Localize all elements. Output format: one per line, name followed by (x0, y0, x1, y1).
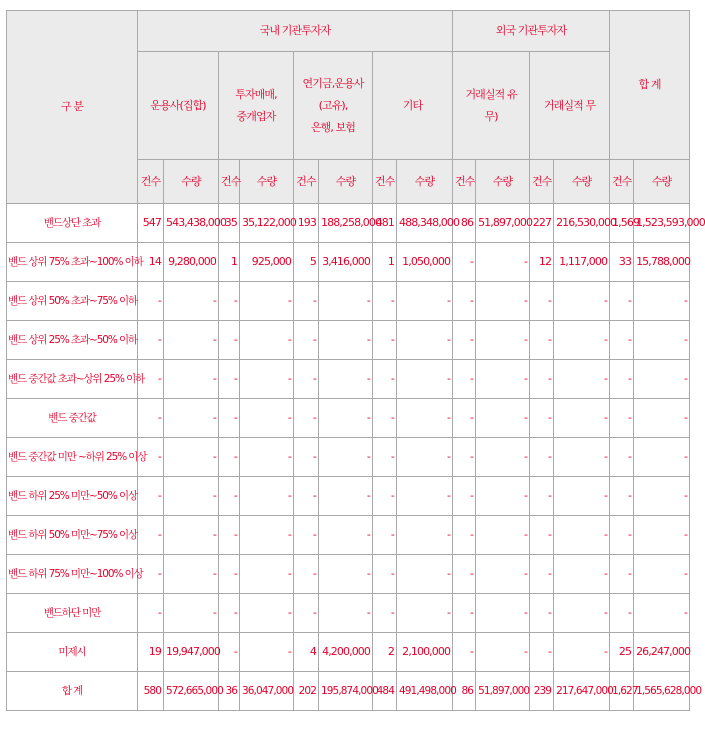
quantity-cell: - (164, 477, 219, 516)
table-row (7, 282, 690, 321)
count-cell: - (453, 438, 476, 477)
count-cell: 481 (373, 204, 397, 243)
count-cell: - (138, 594, 164, 633)
row-label: 미제시 (7, 633, 138, 672)
header-quantity: 수량 (240, 160, 294, 204)
quantity-cell: - (554, 282, 610, 321)
count-cell: - (610, 594, 634, 633)
count-cell: - (453, 243, 476, 282)
count-cell: - (373, 477, 397, 516)
quantity-cell: - (554, 516, 610, 555)
header-quantity: 수량 (164, 160, 219, 204)
count-cell: - (373, 282, 397, 321)
count-cell: 25 (610, 633, 634, 672)
header-quantity: 수량 (319, 160, 373, 204)
quantity-cell: - (476, 282, 530, 321)
count-cell: - (294, 399, 319, 438)
quantity-cell: - (554, 594, 610, 633)
quantity-cell: 195,874,000 (319, 672, 373, 711)
header-brokers-dealers (219, 52, 294, 160)
count-cell: - (530, 555, 554, 594)
count-cell: - (530, 399, 554, 438)
count-cell: 484 (373, 672, 397, 711)
count-cell: - (373, 399, 397, 438)
allocation-table (6, 10, 705, 711)
count-cell: 239 (530, 672, 554, 711)
header-count: 건수 (373, 160, 397, 204)
quantity-cell: 543,438,000 (164, 204, 219, 243)
quantity-cell: - (164, 321, 219, 360)
count-cell: - (530, 282, 554, 321)
allocation-table-container (6, 10, 705, 711)
count-cell: 36 (219, 672, 240, 711)
quantity-cell: - (476, 321, 530, 360)
header-track-yes-line2: 무) (484, 109, 498, 123)
quantity-cell: - (554, 360, 610, 399)
header-asset-managers-collective: 운용사(집합) (138, 52, 219, 160)
quantity-cell: 1,050,000 (397, 243, 453, 282)
quantity-cell: - (319, 438, 373, 477)
count-cell: 1 (373, 243, 397, 282)
table-row (7, 204, 690, 243)
quantity-cell: - (634, 360, 690, 399)
quantity-cell: - (634, 438, 690, 477)
quantity-cell: - (634, 555, 690, 594)
quantity-cell: 2,100,000 (397, 633, 453, 672)
header-brokers-line2: 중개업자 (236, 109, 276, 123)
quantity-cell: - (319, 321, 373, 360)
total-row (7, 672, 690, 711)
header-count: 건수 (453, 160, 476, 204)
quantity-cell: - (240, 438, 294, 477)
table-body (7, 204, 705, 711)
quantity-cell: - (476, 438, 530, 477)
quantity-cell: - (476, 555, 530, 594)
count-cell: - (219, 477, 240, 516)
count-cell: - (138, 438, 164, 477)
row-label: 밴드 중간값 (7, 399, 138, 438)
count-cell: - (138, 477, 164, 516)
quantity-cell: - (240, 555, 294, 594)
quantity-cell: 9,280,000 (164, 243, 219, 282)
quantity-cell: 217,647,000 (554, 672, 610, 711)
count-cell: - (138, 555, 164, 594)
count-cell: - (219, 321, 240, 360)
quantity-cell: - (397, 477, 453, 516)
count-cell: - (453, 282, 476, 321)
quantity-cell: - (319, 282, 373, 321)
quantity-cell: - (164, 594, 219, 633)
quantity-cell: - (397, 516, 453, 555)
quantity-cell: 572,665,000 (164, 672, 219, 711)
quantity-cell: - (319, 477, 373, 516)
count-cell: 2 (373, 633, 397, 672)
header-foreign-institutions: 외국 기관투자자 (453, 11, 610, 52)
quantity-cell: - (397, 282, 453, 321)
quantity-cell: - (476, 477, 530, 516)
header-count: 건수 (610, 160, 634, 204)
quantity-cell: 26,247,000 (634, 633, 690, 672)
count-cell: - (373, 594, 397, 633)
quantity-cell: - (240, 282, 294, 321)
quantity-cell: - (240, 477, 294, 516)
count-cell: - (610, 321, 634, 360)
quantity-cell: - (634, 399, 690, 438)
quantity-cell: - (164, 282, 219, 321)
row-label: 밴드 중간값 미만 ~하위 25% 이상 (7, 438, 138, 477)
count-cell: - (138, 516, 164, 555)
count-cell: - (453, 516, 476, 555)
quantity-cell: 15,788,000 (634, 243, 690, 282)
count-cell: 1,569 (610, 204, 634, 243)
count-cell: 193 (294, 204, 319, 243)
quantity-cell: 491,498,000 (397, 672, 453, 711)
header-count: 건수 (138, 160, 164, 204)
count-cell: - (373, 555, 397, 594)
table-row (7, 321, 690, 360)
count-cell: - (219, 555, 240, 594)
row-label: 밴드하단 미만 (7, 594, 138, 633)
quantity-cell: - (164, 399, 219, 438)
count-cell: - (294, 555, 319, 594)
quantity-cell: - (319, 360, 373, 399)
count-cell: - (294, 282, 319, 321)
table-row (7, 633, 690, 672)
header-pension-line1: 연기금,운용사(고유), (302, 76, 364, 112)
count-cell: 35 (219, 204, 240, 243)
header-quantity: 수량 (634, 160, 690, 204)
count-cell: - (294, 516, 319, 555)
header-total: 합 계 (610, 11, 690, 160)
count-cell: - (610, 438, 634, 477)
header-quantity: 수량 (554, 160, 610, 204)
header-quantity: 수량 (397, 160, 453, 204)
table-row (7, 360, 690, 399)
header-row-groups (7, 11, 690, 52)
count-cell: - (530, 477, 554, 516)
count-cell: - (453, 321, 476, 360)
count-cell: - (373, 321, 397, 360)
quantity-cell: 1,523,593,000 (634, 204, 690, 243)
quantity-cell: - (634, 516, 690, 555)
count-cell: - (453, 360, 476, 399)
count-cell: - (610, 360, 634, 399)
quantity-cell: 4,200,000 (319, 633, 373, 672)
quantity-cell: - (554, 555, 610, 594)
header-count: 건수 (219, 160, 240, 204)
count-cell: 547 (138, 204, 164, 243)
header-quantity: 수량 (476, 160, 530, 204)
row-label: 밴드 상위 50% 초과~75% 이하 (7, 282, 138, 321)
row-label: 밴드 중간값 초과~상위 25% 이하 (7, 360, 138, 399)
quantity-cell: - (554, 477, 610, 516)
count-cell: - (294, 477, 319, 516)
count-cell: 5 (294, 243, 319, 282)
count-cell: - (530, 360, 554, 399)
quantity-cell: - (554, 399, 610, 438)
quantity-cell: 1,117,000 (554, 243, 610, 282)
quantity-cell: - (397, 360, 453, 399)
count-cell: 202 (294, 672, 319, 711)
count-cell: - (219, 594, 240, 633)
count-cell: 86 (453, 204, 476, 243)
row-label: 밴드 하위 75% 미만~100% 이상 (7, 555, 138, 594)
quantity-cell: - (476, 243, 530, 282)
table-row (7, 477, 690, 516)
count-cell: - (610, 282, 634, 321)
count-cell: 580 (138, 672, 164, 711)
quantity-cell: - (476, 594, 530, 633)
count-cell: - (453, 399, 476, 438)
header-pension-line2: 은행, 보험 (310, 120, 356, 134)
count-cell: - (219, 282, 240, 321)
count-cell: 1,627 (610, 672, 634, 711)
count-cell: 86 (453, 672, 476, 711)
quantity-cell: - (397, 399, 453, 438)
quantity-cell: 925,000 (240, 243, 294, 282)
quantity-cell: - (397, 321, 453, 360)
quantity-cell: - (634, 282, 690, 321)
count-cell: - (530, 321, 554, 360)
quantity-cell: - (476, 516, 530, 555)
count-cell: - (453, 594, 476, 633)
quantity-cell: - (397, 555, 453, 594)
count-cell: - (138, 282, 164, 321)
table-row (7, 516, 690, 555)
quantity-cell: - (554, 633, 610, 672)
count-cell: - (219, 516, 240, 555)
count-cell: - (138, 360, 164, 399)
count-cell: - (219, 438, 240, 477)
count-cell: - (453, 555, 476, 594)
quantity-cell: 51,897,000 (476, 672, 530, 711)
quantity-cell: - (634, 321, 690, 360)
count-cell: - (610, 516, 634, 555)
quantity-cell: 19,947,000 (164, 633, 219, 672)
count-cell: - (219, 633, 240, 672)
count-cell: - (219, 399, 240, 438)
quantity-cell: 216,530,000 (554, 204, 610, 243)
quantity-cell: - (240, 360, 294, 399)
count-cell: - (610, 477, 634, 516)
count-cell: 1 (219, 243, 240, 282)
row-label: 합 계 (7, 672, 138, 711)
header-track-record-yes (453, 52, 530, 160)
quantity-cell: - (319, 516, 373, 555)
quantity-cell: - (397, 594, 453, 633)
count-cell: - (294, 438, 319, 477)
table-row (7, 555, 690, 594)
count-cell: - (610, 555, 634, 594)
quantity-cell: - (634, 477, 690, 516)
row-label: 밴드 상위 25% 초과~50% 이하 (7, 321, 138, 360)
table-row (7, 438, 690, 477)
header-category: 구 분 (7, 11, 138, 204)
table-row (7, 399, 690, 438)
quantity-cell: - (240, 399, 294, 438)
count-cell: 19 (138, 633, 164, 672)
count-cell: - (530, 438, 554, 477)
quantity-cell: 35,122,000 (240, 204, 294, 243)
quantity-cell: - (397, 438, 453, 477)
count-cell: - (453, 633, 476, 672)
quantity-cell: - (240, 594, 294, 633)
quantity-cell: - (240, 321, 294, 360)
count-cell: 33 (610, 243, 634, 282)
count-cell: - (294, 321, 319, 360)
quantity-cell: - (554, 438, 610, 477)
quantity-cell: - (240, 516, 294, 555)
header-count: 건수 (530, 160, 554, 204)
header-brokers-line1: 투자매매, (235, 87, 277, 101)
count-cell: - (373, 516, 397, 555)
count-cell: 227 (530, 204, 554, 243)
quantity-cell: - (319, 555, 373, 594)
quantity-cell: 488,348,000 (397, 204, 453, 243)
quantity-cell: - (164, 555, 219, 594)
table-row (7, 243, 690, 282)
quantity-cell: - (476, 633, 530, 672)
header-other: 기타 (373, 52, 453, 160)
header-domestic-institutions: 국내 기관투자자 (138, 11, 453, 52)
quantity-cell: 1,565,628,000 (634, 672, 690, 711)
count-cell: - (294, 360, 319, 399)
quantity-cell: 3,416,000 (319, 243, 373, 282)
quantity-cell: - (319, 399, 373, 438)
header-count: 건수 (294, 160, 319, 204)
quantity-cell: - (164, 360, 219, 399)
row-label: 밴드 하위 50% 미만~75% 이상 (7, 516, 138, 555)
count-cell: 12 (530, 243, 554, 282)
header-track-yes-line1: 거래실적 유 (465, 87, 517, 101)
count-cell: - (138, 321, 164, 360)
quantity-cell: - (476, 399, 530, 438)
quantity-cell: - (634, 594, 690, 633)
count-cell: - (294, 594, 319, 633)
quantity-cell: 188,258,000 (319, 204, 373, 243)
count-cell: - (530, 516, 554, 555)
count-cell: 14 (138, 243, 164, 282)
quantity-cell: - (476, 360, 530, 399)
count-cell: - (219, 360, 240, 399)
row-label: 밴드 하위 25% 미만~50% 이상 (7, 477, 138, 516)
row-label: 밴드상단 초과 (7, 204, 138, 243)
count-cell: - (373, 438, 397, 477)
quantity-cell: - (164, 516, 219, 555)
quantity-cell: 36,047,000 (240, 672, 294, 711)
count-cell: - (530, 633, 554, 672)
count-cell: - (138, 399, 164, 438)
header-track-record-no: 거래실적 무 (530, 52, 610, 160)
count-cell: - (453, 477, 476, 516)
count-cell: - (530, 594, 554, 633)
count-cell: 4 (294, 633, 319, 672)
quantity-cell: - (554, 321, 610, 360)
header-pension-banks-insurance (294, 52, 373, 160)
row-label: 밴드 상위 75% 초과~100% 이하 (7, 243, 138, 282)
quantity-cell: - (164, 438, 219, 477)
count-cell: - (610, 399, 634, 438)
quantity-cell: - (240, 633, 294, 672)
count-cell: - (373, 360, 397, 399)
table-row (7, 594, 690, 633)
quantity-cell: 51,897,000 (476, 204, 530, 243)
quantity-cell: - (319, 594, 373, 633)
